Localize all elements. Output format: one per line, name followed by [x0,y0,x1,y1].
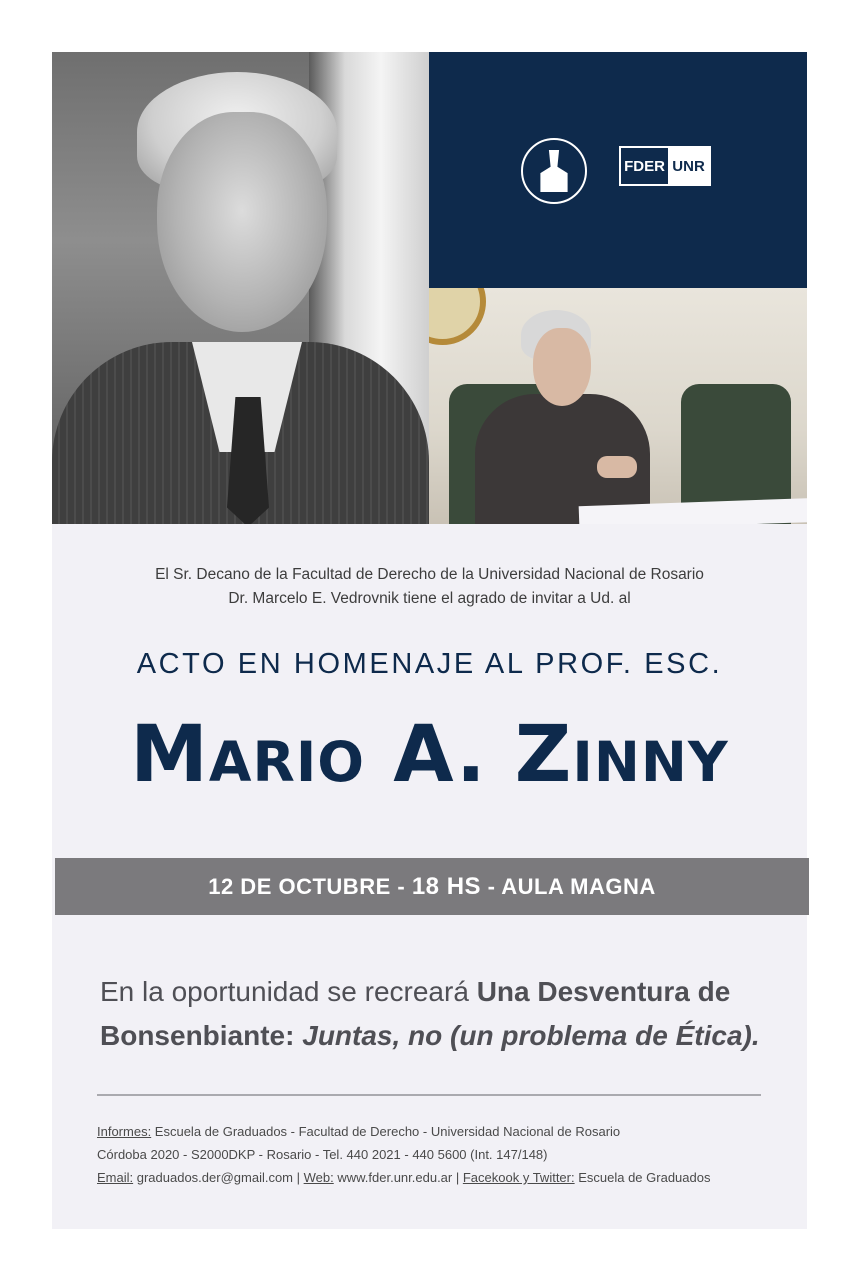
invitation-poster [52,52,807,1229]
logo-fder-text: FDER [624,157,665,175]
fder-unr-logo [619,146,711,186]
honoree-name: Mario A. Zinny [130,710,729,800]
email-label: Email: [97,1170,134,1185]
footer-info-line [97,1120,777,1143]
footer-contact-line [97,1166,777,1189]
speaker-hand [597,456,637,478]
web-label: Web: [303,1170,334,1185]
event-details-band [55,858,809,915]
description-title: Una Desventura de Bonsenbiante: [100,976,731,1051]
wall-emblem [429,288,486,345]
email-value: graduados.der@gmail.com | [133,1170,304,1185]
web-value: www.fder.unr.edu.ar | [333,1170,463,1185]
speaker-face [533,328,591,406]
portrait-face [157,112,327,332]
divider [97,1094,761,1096]
description-lead: En la oportunidad se recreará [100,976,477,1007]
info-label: Informes: [97,1124,152,1139]
intro-line-2: Dr. Marcelo E. Vedrovnik tiene el agrado de invitar a Ud. al [228,590,631,607]
event-time: 18 HS [411,873,482,900]
separator: - [481,874,502,899]
portrait-photo [52,52,429,524]
logo-unr-text: UNR [668,148,709,184]
brand-header [429,52,807,288]
contact-footer [97,1120,777,1189]
lecture-photo [429,288,807,524]
event-subheading: ACTO EN HOMENAJE AL PROF. ESC. [136,648,723,680]
seal-torch-icon [537,150,571,192]
separator: - [390,874,412,899]
event-description [100,970,780,1058]
invitation-intro [52,563,807,611]
university-seal-icon [521,138,587,204]
description-subtitle: Juntas, no (un problema de Ética). [302,1020,760,1051]
social-value: Escuela de Graduados [574,1170,711,1185]
social-label: Facekook y Twitter: [462,1170,575,1185]
intro-line-1: El Sr. Decano de la Facultad de Derecho de la Universidad Nacional de Rosario [155,566,704,583]
event-date: 12 DE OCTUBRE [208,874,391,899]
event-venue: AULA MAGNA [501,874,656,899]
info-text: Escuela de Graduados - Facultad de Derecho - Universidad Nacional de Rosario [151,1124,621,1139]
footer-address: Córdoba 2020 - S2000DKP - Rosario - Tel. 440 2021 - 440 5600 (Int. 147/148) [97,1147,548,1162]
